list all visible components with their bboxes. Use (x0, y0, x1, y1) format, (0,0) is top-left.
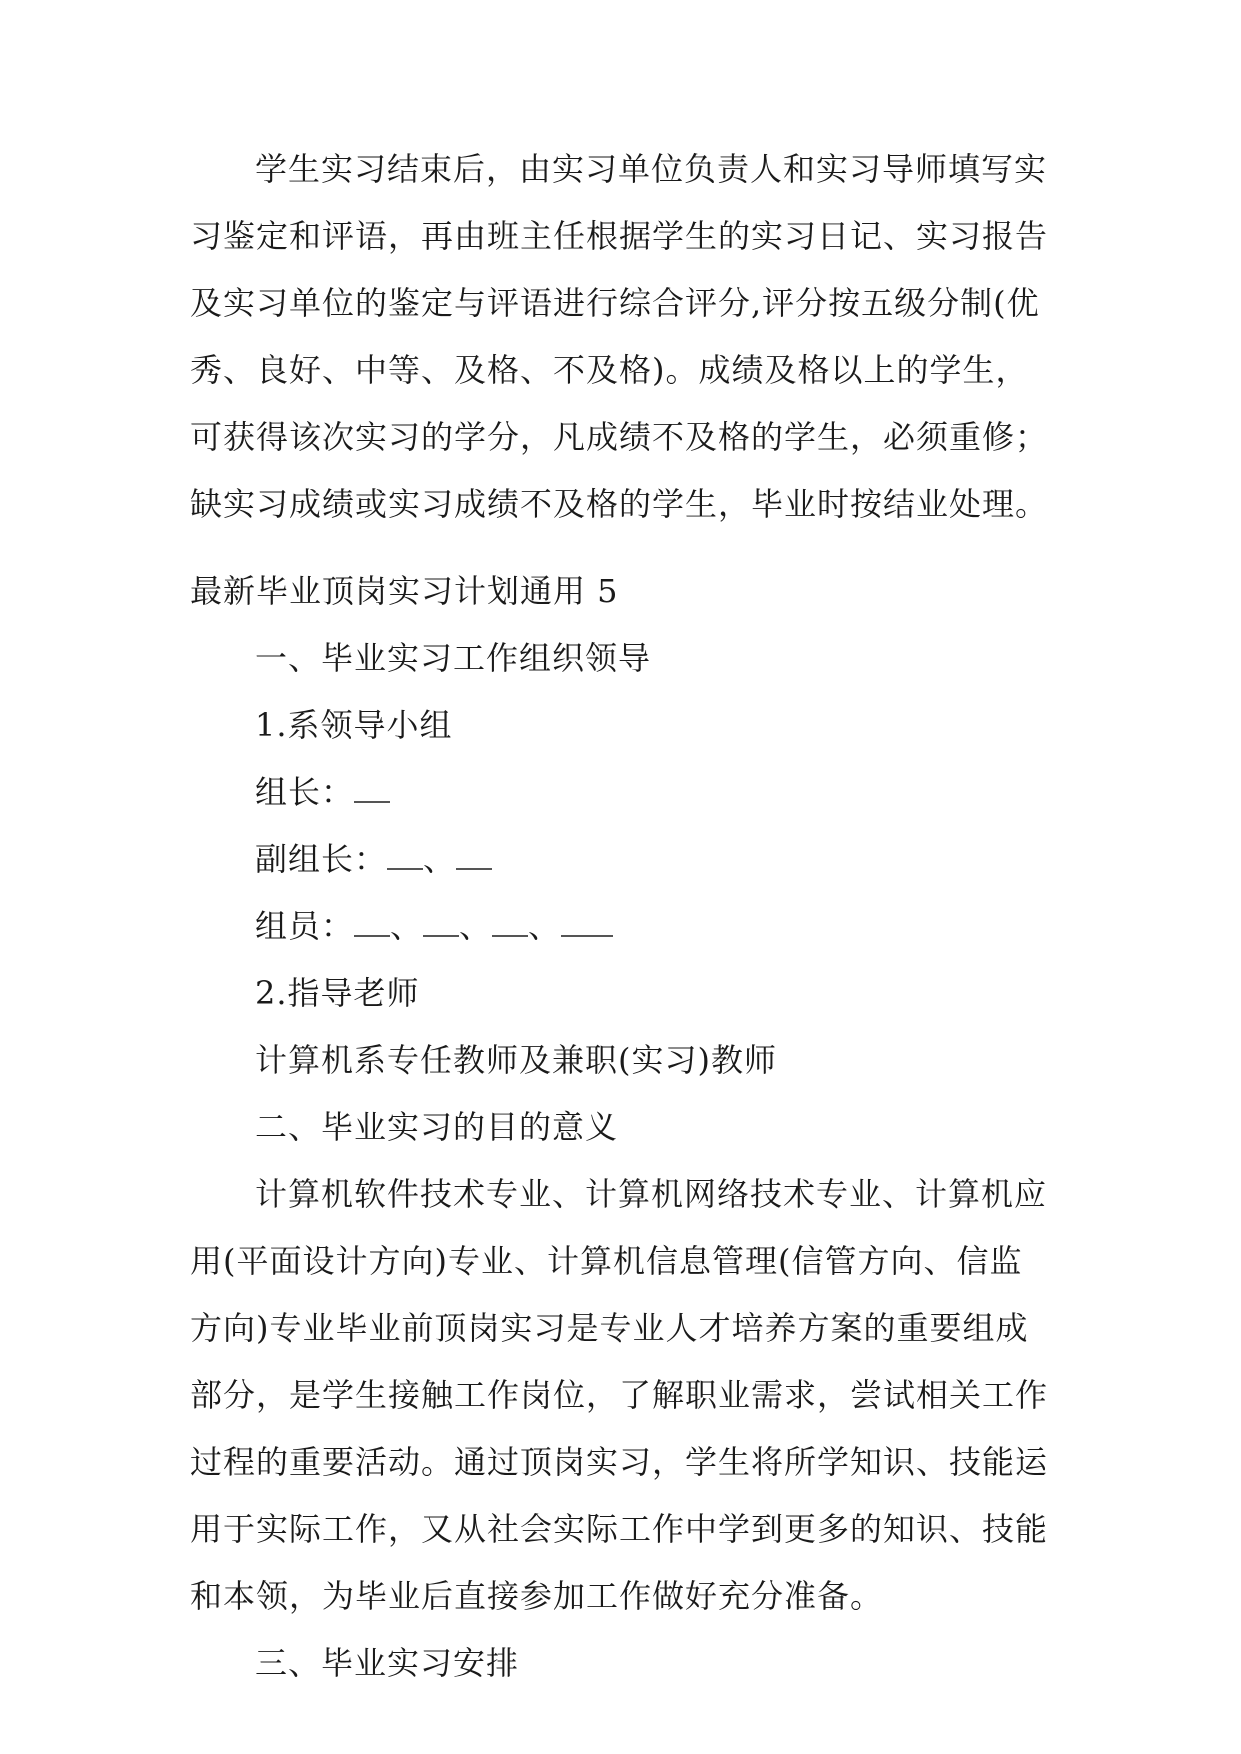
members-label: 组员： (255, 907, 355, 945)
heading-organization: 一、毕业实习工作组织领导 (255, 639, 652, 677)
deputy-separator: 、 (423, 840, 457, 878)
member-blank-3 (492, 911, 528, 937)
section-title: 最新毕业顶岗实习计划通用 5 (190, 572, 619, 610)
paragraph-line: 过程的重要活动。通过顶岗实习，学生将所学知识、技能运 (190, 1443, 1049, 1481)
paragraph-line: 秀、良好、中等、及格、不及格)。成绩及格以上的学生， (190, 351, 1029, 389)
paragraph-line: 可获得该次实习的学分，凡成绩不及格的学生，必须重修； (190, 418, 1049, 456)
paragraph-line: 方向)专业毕业前顶岗实习是专业人才培养方案的重要组成 (190, 1309, 1029, 1347)
subheading-instructors: 2.指导老师 (255, 974, 420, 1012)
paragraph-line: 计算机软件技术专业、计算机网络技术专业、计算机应 (255, 1175, 1048, 1213)
paragraph-line: 及实习单位的鉴定与评语进行综合评分,评分按五级分制(优 (190, 284, 1040, 322)
heading-purpose: 二、毕业实习的目的意义 (255, 1108, 619, 1146)
heading-arrangement: 三、毕业实习安排 (255, 1644, 520, 1682)
subheading-leadership-group: 1.系领导小组 (255, 706, 453, 744)
deputy-line (190, 826, 1056, 893)
member-blank-2 (423, 911, 459, 937)
paragraph-line: 用(平面设计方向)专业、计算机信息管理(信管方向、信监 (190, 1242, 1023, 1280)
paragraph-line: 和本领，为毕业后直接参加工作做好充分准备。 (190, 1577, 884, 1615)
paragraph-grading (190, 136, 1056, 538)
leader-label: 组长： (255, 773, 355, 811)
members-separator: 、 (528, 907, 562, 945)
paragraph-line: 部分，是学生接触工作岗位，了解职业需求，尝试相关工作 (190, 1376, 1049, 1414)
deputy-blank-1 (387, 844, 423, 870)
leader-line (190, 759, 1056, 826)
members-separator: 、 (390, 907, 424, 945)
section-plan-5 (190, 558, 1056, 1697)
paragraph-line: 用于实际工作，又从社会实际工作中学到更多的知识、技能 (190, 1510, 1049, 1548)
paragraph-line: 习鉴定和评语，再由班主任根据学生的实习日记、实习报告 (190, 217, 1049, 255)
instructors-text: 计算机系专任教师及兼职(实习)教师 (255, 1041, 777, 1079)
leader-blank (354, 777, 390, 803)
paragraph-line: 学生实习结束后，由实习单位负责人和实习导师填写实 (255, 150, 1048, 188)
deputy-label: 副组长： (255, 840, 388, 878)
members-line (190, 893, 1056, 960)
paragraph-line: 缺实习成绩或实习成绩不及格的学生，毕业时按结业处理。 (190, 485, 1049, 523)
member-blank-4 (561, 911, 613, 937)
deputy-blank-2 (456, 844, 492, 870)
members-separator: 、 (459, 907, 493, 945)
member-blank-1 (354, 911, 390, 937)
